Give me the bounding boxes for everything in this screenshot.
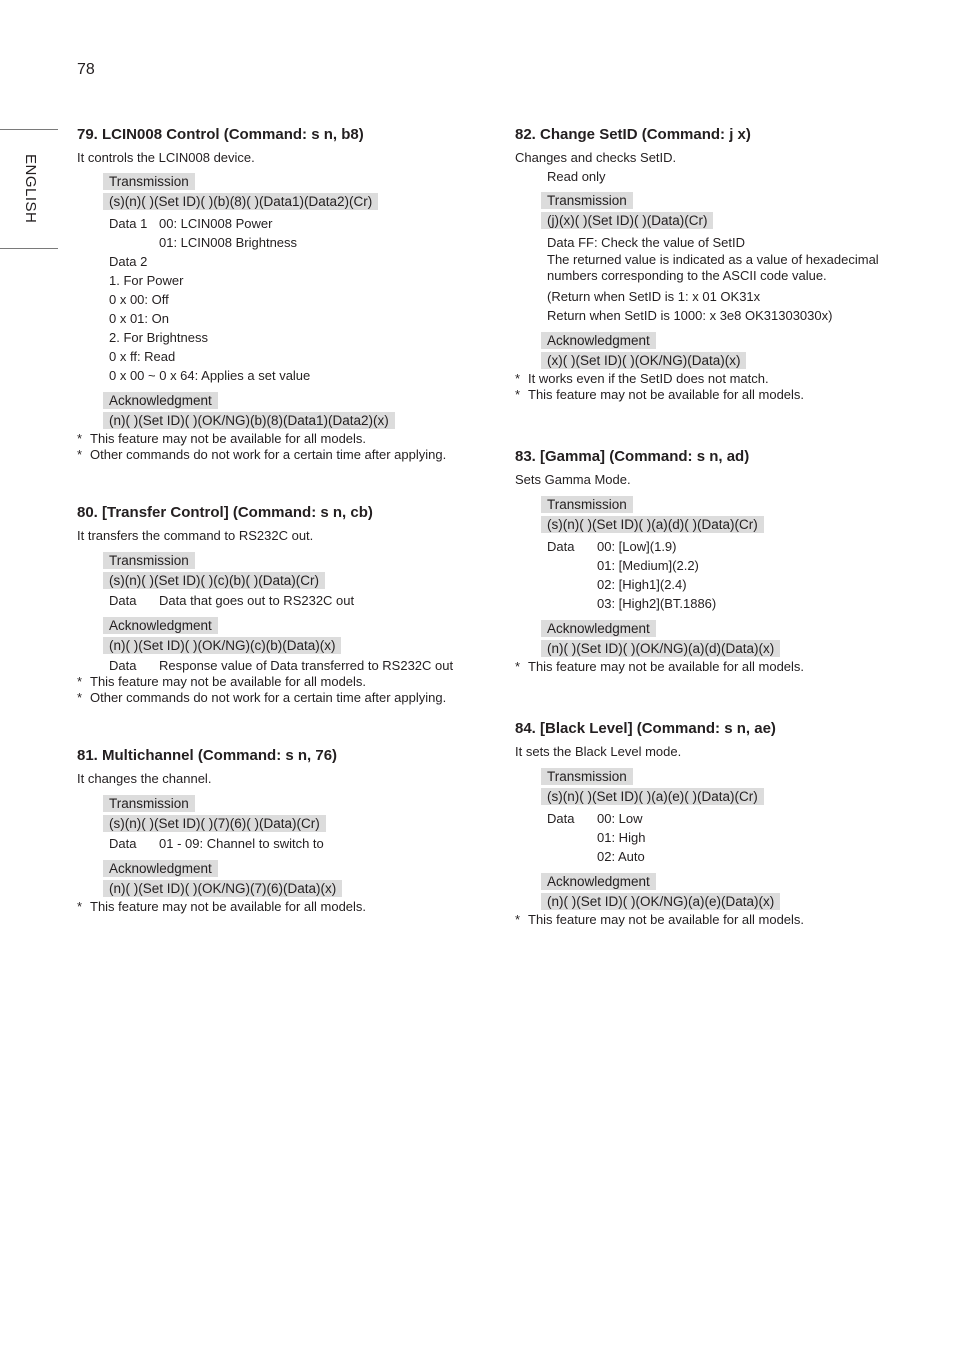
left-column [77,125,457,962]
data-row [547,537,905,556]
section-79 [77,125,457,463]
data-value: 02: [High1](2.4) [597,577,687,592]
data-row [109,658,457,674]
data-value: 02: Auto [597,849,645,864]
section-description: It sets the Black Level mode. [515,744,682,759]
acknowledgment-command: (n)( )(Set ID)( )(OK/NG)(a)(d)(Data)(x) [541,640,780,657]
data-line: (Return when SetID is 1: x 01 OK31x [547,289,761,304]
data-line: 0 x 00 ~ 0 x 64: Applies a set value [109,368,311,383]
section-80 [77,503,457,706]
data-value: 03: [High2](BT.1886) [597,596,717,611]
data-key: Data 2 [109,254,148,269]
section-83 [515,447,905,675]
data-line: 0 x 00: Off [109,292,169,307]
acknowledgment-command: (n)( )(Set ID)( )(OK/NG)(b)(8)(Data1)(Data2)(x) [103,412,395,429]
section-title: 84. [Black Level] (Command: s n, ae) [515,720,776,737]
section-description: Changes and checks SetID. [515,150,677,165]
page-number: 78 [77,61,95,78]
data-key: Data [109,593,137,608]
section-description: It transfers the command to RS232C out. [77,528,314,543]
section-84 [515,719,905,928]
acknowledgment-command: (n)( )(Set ID)( )(OK/NG)(a)(e)(Data)(x) [541,893,780,910]
data-value: 01: [Medium](2.2) [597,558,699,573]
section-description: It controls the LCIN008 device. [77,150,255,165]
data-line: 0 x 01: On [109,311,169,326]
data-value: Data that goes out to RS232C out [159,593,355,608]
data-value: 00: LCIN008 Power [159,216,273,231]
transmission-label: Transmission [103,795,195,812]
footnote: * Other commands do not work for a certain time after applying. [77,690,447,705]
data-line: The returned value is indicated as a value of hexadecimal numbers corresponding to the ASCII code value. [547,252,879,283]
acknowledgment-command: (n)( )(Set ID)( )(OK/NG)(c)(b)(Data)(x) [103,637,341,654]
transmission-command: (s)(n)( )(Set ID)( )(a)(d)( )(Data)(Cr) [541,516,764,533]
acknowledgment-label: Acknowledgment [541,873,656,890]
data-key: Data 1 [109,216,148,231]
data-row [109,834,457,853]
transmission-label: Transmission [541,496,633,513]
read-only-note: Read only [547,169,606,184]
footnote: * It works even if the SetID does not match. [515,371,769,386]
data-line: 2. For Brightness [109,330,208,345]
acknowledgment-label: Acknowledgment [103,617,218,634]
acknowledgment-command: (n)( )(Set ID)( )(OK/NG)(7)(6)(Data)(x) [103,880,342,897]
data-value: 00: Low [597,811,643,826]
data-value: Response value of Data transferred to RS232C out [159,658,454,673]
transmission-command: (s)(n)( )(Set ID)( )(c)(b)( )(Data)(Cr) [103,572,325,589]
data-key: Data [547,811,575,826]
section-description: Sets Gamma Mode. [515,472,631,487]
transmission-label: Transmission [103,552,195,569]
data-key: Data [109,836,137,851]
footnote: * Other commands do not work for a certain time after applying. [77,447,447,462]
data-value: 01: High [597,830,646,845]
footnote: * This feature may not be available for all models. [77,431,367,446]
data-value: 01: LCIN008 Brightness [159,235,298,250]
footnote: * This feature may not be available for all models. [77,674,367,689]
footnote: * This feature may not be available for all models. [515,387,805,402]
language-tab [0,129,58,249]
data-line: 1. For Power [109,273,184,288]
data-value: 00: [Low](1.9) [597,539,677,554]
data-line: Return when SetID is 1000: x 3e8 OK31303030x) [547,308,833,323]
acknowledgment-command: (x)( )(Set ID)( )(OK/NG)(Data)(x) [541,352,746,369]
section-title: 79. LCIN008 Control (Command: s n, b8) [77,126,364,143]
right-column [515,125,905,975]
transmission-command: (j)(x)( )(Set ID)( )(Data)(Cr) [541,212,713,229]
data-line: Data FF: Check the value of SetID [547,235,745,250]
transmission-command: (s)(n)( )(Set ID)( )(b)(8)( )(Data1)(Data2)(Cr) [103,193,378,210]
data-key: Data [109,658,137,673]
data-value: 01 - 09: Channel to switch to [159,836,324,851]
transmission-label: Transmission [541,192,633,209]
acknowledgment-label: Acknowledgment [541,620,656,637]
data-row [109,214,457,233]
acknowledgment-label: Acknowledgment [103,860,218,877]
section-title: 80. [Transfer Control] (Command: s n, cb) [77,504,373,521]
acknowledgment-label: Acknowledgment [541,332,656,349]
data-row [547,809,905,828]
section-82 [515,125,905,403]
footnote: * This feature may not be available for all models. [515,659,805,674]
transmission-label: Transmission [541,768,633,785]
transmission-label: Transmission [103,173,195,190]
section-title: 83. [Gamma] (Command: s n, ad) [515,448,750,465]
data-row [109,591,457,610]
acknowledgment-label: Acknowledgment [103,392,218,409]
data-line: 0 x ff: Read [109,349,176,364]
language-tab-label: ENGLISH [22,154,39,224]
section-title: 82. Change SetID (Command: j x) [515,126,751,143]
section-description: It changes the channel. [77,771,212,786]
transmission-command: (s)(n)( )(Set ID)( )(a)(e)( )(Data)(Cr) [541,788,764,805]
footnote: * This feature may not be available for all models. [515,912,805,927]
footnote: * This feature may not be available for all models. [77,899,367,914]
data-key: Data [547,539,575,554]
transmission-command: (s)(n)( )(Set ID)( )(7)(6)( )(Data)(Cr) [103,815,326,832]
section-title: 81. Multichannel (Command: s n, 76) [77,747,338,764]
section-81 [77,746,457,915]
